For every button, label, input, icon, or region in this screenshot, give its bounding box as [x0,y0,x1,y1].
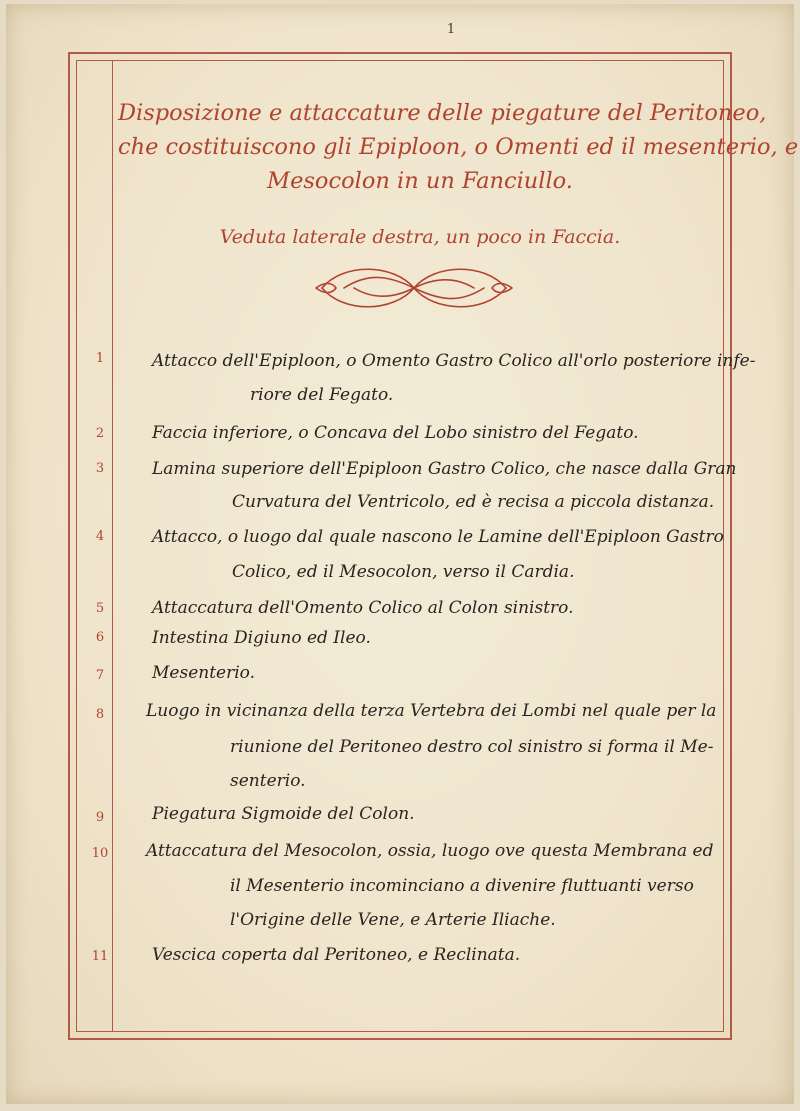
entry-text: Lamina superiore dell'Epiploon Gastro Colico, che nasce dalla Gran [152,459,737,479]
margin-rule [112,60,113,1032]
entry-text: Intestina Digiuno ed Ileo. [152,628,371,648]
page-subtitle: Veduta laterale destra, un poco in Faccia. [219,226,621,248]
entry-number: 7 [95,668,105,683]
entry-text: senterio. [230,771,306,791]
entry-text: Piegatura Sigmoide del Colon. [152,804,415,824]
title-line: Disposizione e attaccature delle piegature del Peritoneo, [118,100,767,126]
entry-text: Attaccatura del Mesocolon, ossia, luogo ove questa Membrana ed [146,841,714,861]
entry-text: Attaccatura dell'Omento Colico al Colon sinistro. [152,598,574,618]
entry-text: Attacco dell'Epiploon, o Omento Gastro Colico all'orlo posteriore infe- [152,351,756,371]
flourish-ornament [314,258,514,318]
entry-text: Curvatura del Ventricolo, ed è recisa a piccola distanza. [232,492,715,512]
entry-text: Vescica coperta dal Peritoneo, e Reclinata. [152,945,521,965]
entry-number: 9 [95,810,105,825]
entry-text: riunione del Peritoneo destro col sinistro si forma il Me- [230,737,714,757]
entry-text: Faccia inferiore, o Concava del Lobo sinistro del Fegato. [152,423,639,443]
entry-text: Colico, ed il Mesocolon, verso il Cardia. [232,562,575,582]
entry-text: Luogo in vicinanza della terza Vertebra dei Lombi nel quale per la [146,701,717,721]
page-number: 1 [446,22,456,37]
entry-text: il Mesenterio incominciano a divenire fluttuanti verso [230,876,694,896]
entry-number: 3 [95,461,105,476]
entry-text: Attacco, o luogo dal quale nascono le Lamine dell'Epiploon Gastro [152,527,724,547]
title-line: Mesocolon in un Fanciullo. [267,168,573,194]
page-title [118,96,799,198]
title-line: che costituiscono gli Epiploon, o Omenti ed il mesenterio, e [118,134,799,160]
entry-number: 5 [95,601,105,616]
entry-number: 1 [95,351,105,366]
entry-number: 4 [95,529,105,544]
entry-number: 11 [91,949,109,964]
entry-number: 10 [91,846,109,861]
entry-number: 6 [95,630,105,645]
entry-text: riore del Fegato. [250,385,394,405]
entry-text: Mesenterio. [152,663,255,683]
entry-number: 8 [95,707,105,722]
entry-number: 2 [95,426,105,441]
entry-text: l'Origine delle Vene, e Arterie Iliache. [230,910,556,930]
manuscript-page [6,4,799,1104]
